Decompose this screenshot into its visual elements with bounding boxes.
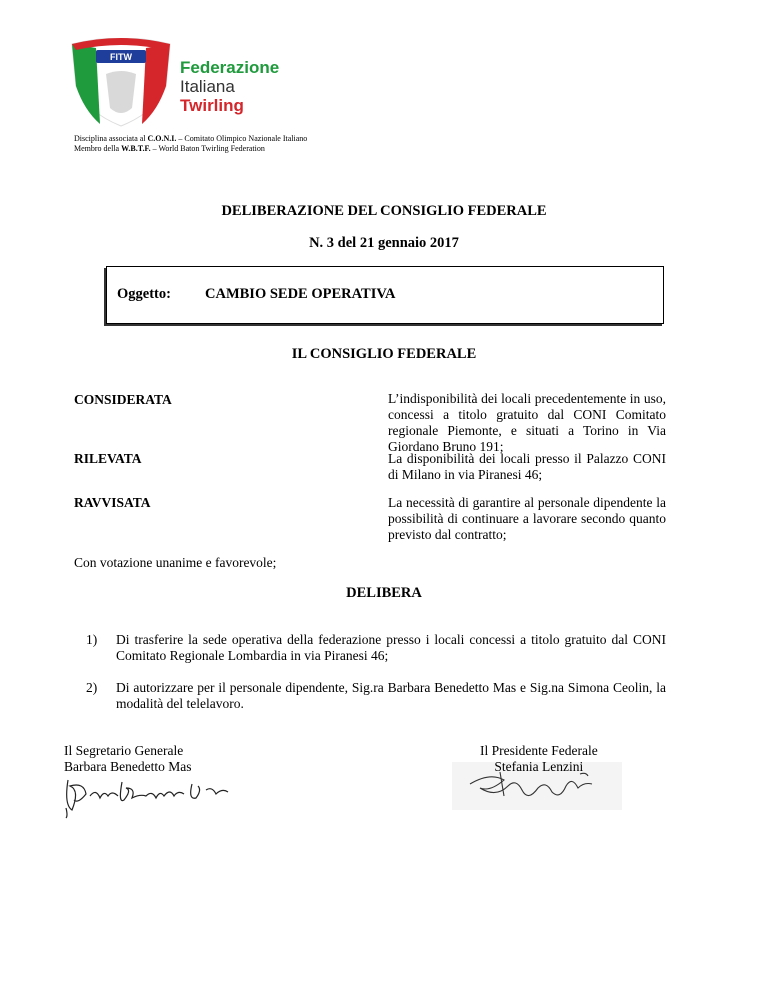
- recital-term-2: RILEVATA: [74, 451, 142, 466]
- subject-label: Oggetto:: [117, 286, 171, 302]
- resolves-heading: DELIBERA: [346, 585, 422, 601]
- recital-term-3: RAVVISATA: [74, 495, 151, 510]
- fitw-badge-text: FITW: [110, 52, 132, 62]
- brand-line-1: Federazione: [180, 58, 280, 77]
- document-title: DELIBERAZIONE DEL CONSIGLIO FEDERALE: [221, 203, 547, 219]
- decision-number-2: 2): [86, 680, 98, 695]
- decision-item-2: [86, 680, 666, 712]
- recital-text-3: La necessità di garantire al personale dipendente la possibilità di continuare a lavorare secondo quanto previsto dal contratto;: [388, 495, 666, 542]
- recital-term-1: CONSIDERATA: [74, 392, 172, 407]
- affiliation-line-2: Membro della W.B.T.F. – World Baton Twirling Federation: [74, 144, 265, 153]
- decision-text-1: Di trasferire la sede operativa della federazione presso i locali concessi a titolo gratuito dal CONI Comitato Regionale Lombardia in via Piranesi 46;: [116, 632, 666, 663]
- right-handwritten-signature-icon: [460, 762, 610, 810]
- decision-item-1: [86, 632, 666, 664]
- recital-text-1: L’indisponibilità dei locali precedentemente in uso, concessi a titolo gratuito dal CONI Comitato regionale Piemonte, e situati a Torino in Via Giordano Bruno 191;: [388, 391, 666, 454]
- brand-line-2: Italiana: [180, 77, 235, 96]
- left-signer-role: Il Segretario Generale: [64, 743, 184, 758]
- fitw-logo-icon: [66, 38, 176, 128]
- affiliation-line-1: Disciplina associata al C.O.N.I. – Comitato Olimpico Nazionale Italiano: [74, 134, 308, 143]
- affiliation-block: [74, 134, 307, 154]
- council-heading: IL CONSIGLIO FEDERALE: [291, 346, 477, 362]
- vote-text: Con votazione unanime e favorevole;: [74, 555, 277, 570]
- brand-line-3: Twirling: [180, 96, 244, 115]
- left-handwritten-signature-icon: [60, 760, 240, 820]
- document-number: N. 3 del 21 gennaio 2017: [309, 235, 459, 251]
- right-signer-role: Il Presidente Federale: [480, 743, 598, 758]
- decision-number-1: 1): [86, 632, 98, 647]
- recital-text-2: La disponibilità dei locali presso il Palazzo CONI di Milano in via Piranesi 46;: [388, 451, 666, 482]
- decision-text-2: Di autorizzare per il personale dipendente, Sig.ra Barbara Benedetto Mas e Sig.na Simona Ceolin, la modalità del telelavoro.: [116, 680, 666, 711]
- left-signer-name: Barbara Benedetto Mas: [64, 759, 192, 774]
- right-signer-name: Stefania Lenzini: [494, 759, 584, 774]
- subject-text: CAMBIO SEDE OPERATIVA: [205, 286, 396, 302]
- brand-name: [180, 58, 279, 115]
